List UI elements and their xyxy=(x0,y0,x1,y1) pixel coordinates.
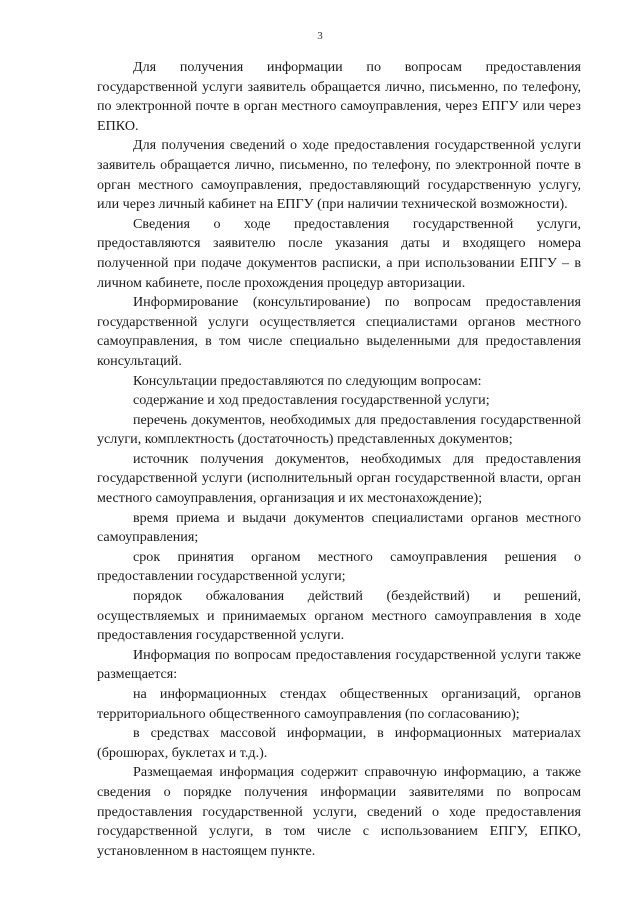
list-item-document-list: перечень документов, необходимых для предоставления государственной услуги, комплектность (достаточность) представленных документов; xyxy=(97,411,581,448)
paragraph-consult-topics-intro: Консультации предоставляются по следующим вопросам: xyxy=(133,372,482,389)
list-item-reception-time: время приема и выдачи документов специалистами органов местного самоуправления; xyxy=(97,509,581,546)
paragraph-status-request: Для получения сведений о ходе предоставления государственной услуги заявитель обращается лично, письменно, по телефону, по электронной почте в орган местного самоуправления, предоставляющий государственную услугу, или через личный кабинет на ЕПГУ (при наличии технической возможности). xyxy=(97,137,581,213)
list-item-decision-deadline: срок принятия органом местного самоуправления решения о предоставлении государственной услуги; xyxy=(97,548,581,585)
paragraph-info-contents: Размещаемая информация содержит справочную информацию, а также сведения о порядке получения информации заявителями по вопросам предоставления государственной услуги, сведений о ходе предоставления государственной услуги, в том числе с использованием ЕПГУ, ЕПКО, установленном в настоящем пункте. xyxy=(97,764,581,859)
paragraph-status-details: Сведения о ходе предоставления государственной услуги, предоставляются заявителю после указания даты и входящего номера полученной при подаче документов расписки, а при использовании ЕПГУ – в личном кабинете, после прохождения процедур авторизации. xyxy=(97,215,581,291)
list-item-info-stands: на информационных стендах общественных организаций, органов территориального общественного самоуправления (по согласованию); xyxy=(97,686,581,722)
list-item-mass-media: в средствах массовой информации, в информационных материалах (брошюрах, буклетах и т.д.). xyxy=(97,725,581,761)
list-item-appeal-procedure: порядок обжалования действий (бездействий) и решений, осуществляемых и принимаемых органом местного самоуправления в ходе предоставления государственной услуги. xyxy=(97,588,581,644)
document-body xyxy=(97,58,581,861)
list-item-document-source: источник получения документов, необходимых для предоставления государственной услуги (исполнительный орган государственной власти, орган местного самоуправления, организация и их местонахождение); xyxy=(97,450,581,507)
page-number: 3 xyxy=(317,30,323,42)
paragraph-consulting: Информирование (консультирование) по вопросам предоставления государственной услуги осуществляется специалистами органов местного самоуправления, в том числе специально выделенными для предоставления консультаций. xyxy=(97,294,581,369)
paragraph-info-placement-intro: Информация по вопросам предоставления государственной услуги также размещается: xyxy=(97,646,581,683)
list-item-content-and-progress: содержание и ход предоставления государственной услуги; xyxy=(133,392,490,409)
paragraph-info-request: Для получения информации по вопросам предоставления государственной услуги заявитель обращается лично, письменно, по телефону, по электронной почте в орган местного самоуправления, через ЕПГУ или через ЕПКО. xyxy=(97,59,581,134)
